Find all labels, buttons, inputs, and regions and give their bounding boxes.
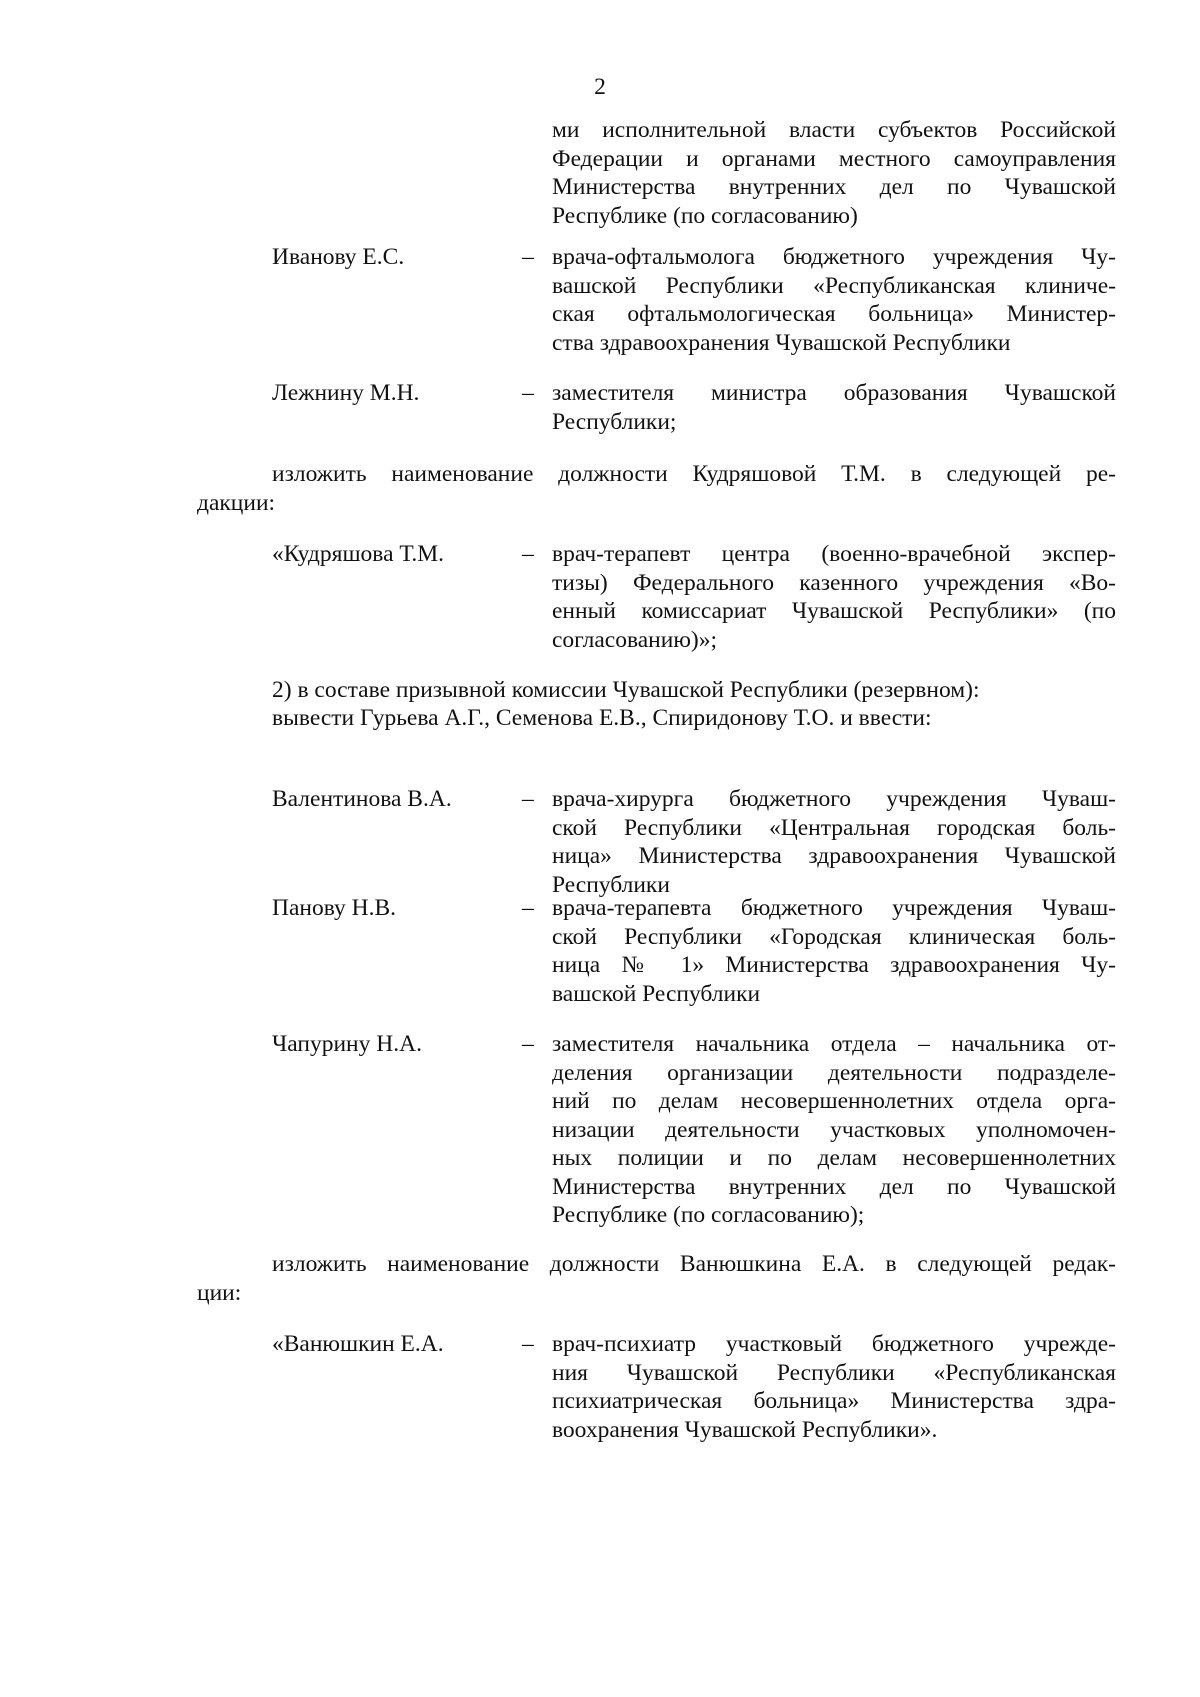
entry-name: Панову Н.В.: [272, 895, 397, 921]
section-2-heading: 2) в составе призывной комиссии Чувашской Республики (резервном):: [272, 677, 980, 703]
entry-line: врача-терапевта бюджетного учреждения Чуваш-: [552, 895, 1116, 921]
entry-dash: –: [522, 1031, 534, 1057]
entry-line: Республики;: [552, 408, 677, 435]
entry-description: [552, 894, 1116, 1008]
entry-line: ства здравоохранения Чувашской Республики: [552, 329, 1011, 356]
entry-vanyushkin: [272, 1330, 1116, 1444]
entry-line: вашской Республики «Республиканская клиниче-: [552, 272, 1116, 299]
entry-line: Республике (по согласованию);: [552, 1202, 865, 1228]
entry-panova: [272, 894, 1116, 1008]
entry-line: ница» Министерства здравоохранения Чувашской: [552, 843, 1116, 869]
entry-chapurina: [272, 1030, 1116, 1230]
entry-line: ской Республики «Центральная городская боль-: [552, 814, 1116, 841]
entry-dash: –: [522, 1331, 534, 1357]
entry-line: Республики: [552, 871, 670, 898]
entry-lezhnina: [272, 379, 1116, 436]
paragraph-kudryashova-intro: [197, 460, 1116, 517]
entry-line: ница № 1» Министерства здравоохранения Чу-: [552, 952, 1116, 978]
paragraph-line: ции:: [197, 1279, 242, 1306]
entry-name: Валентинова В.А.: [272, 786, 452, 812]
paragraph-line: изложить наименование должности Ванюшкина Е.А. в следующей редак-: [272, 1251, 1116, 1277]
entry-line: ных полиции и по делам несовершеннолетних: [552, 1145, 1116, 1171]
entry-name: Лежнину М.Н.: [272, 380, 420, 406]
paragraph-vanyushkin-intro: [197, 1250, 1116, 1307]
entry-dash: –: [522, 244, 534, 270]
entry-name: Чапурину Н.А.: [272, 1031, 422, 1057]
entry-description: [552, 1330, 1116, 1444]
entry-line: согласованию)»;: [552, 626, 717, 653]
entry-description: [552, 1030, 1116, 1230]
entry-line: заместителя министра образования Чувашской: [552, 380, 1116, 406]
entry-description: [552, 540, 1116, 654]
entry-kudryashova: [272, 540, 1116, 654]
continuation-text: [552, 116, 1116, 230]
entry-dash: –: [522, 541, 534, 567]
paragraph-line: изложить наименование должности Кудряшовой Т.М. в следующей ре-: [272, 461, 1116, 487]
entry-dash: –: [522, 786, 534, 812]
entry-dash: –: [522, 380, 534, 406]
section-2-instruction: вывести Гурьева А.Г., Семенова Е.В., Спиридонову Т.О. и ввести:: [272, 705, 932, 731]
entry-line: низации деятельности участковых уполномочен-: [552, 1116, 1116, 1143]
paragraph-line: дакции:: [197, 489, 276, 516]
entry-line: деления организации деятельности подразделе-: [552, 1059, 1116, 1086]
entry-description: [552, 785, 1116, 899]
continuation-line: Республике (по согласованию): [552, 202, 858, 229]
entry-name: Иванову Е.С.: [272, 244, 405, 270]
entry-line: Министерства внутренних дел по Чувашской: [552, 1173, 1116, 1200]
entry-ivanova: [272, 243, 1116, 357]
entry-line: врача-хирурга бюджетного учреждения Чуваш-: [552, 786, 1116, 812]
page-number: 2: [594, 74, 606, 100]
entry-line: заместителя начальника отдела – начальника от-: [552, 1031, 1116, 1057]
entry-line: ния Чувашской Республики «Республиканская: [552, 1359, 1116, 1386]
entry-line: врача-офтальмолога бюджетного учреждения Чу-: [552, 244, 1116, 270]
entry-name: «Кудряшова Т.М.: [272, 541, 445, 567]
entry-line: вашской Республики: [552, 980, 761, 1007]
entry-description: [552, 379, 1116, 436]
entry-description: [552, 243, 1116, 357]
entry-line: психиатрическая больница» Министерства здра-: [552, 1388, 1116, 1414]
continuation-line: Федерации и органами местного самоуправления: [552, 145, 1116, 172]
entry-name: «Ванюшкин Е.А.: [272, 1331, 444, 1357]
entry-line: врач-терапевт центра (военно-врачебной экспер-: [552, 541, 1116, 567]
entry-line: ний по делам несовершеннолетних отдела орга-: [552, 1088, 1116, 1114]
entry-dash: –: [522, 895, 534, 921]
continuation-line: ми исполнительной власти субъектов Российской: [552, 117, 1116, 143]
entry-line: тизы) Федерального казенного учреждения «Во-: [552, 569, 1116, 596]
continuation-line: Министерства внутренних дел по Чувашской: [552, 174, 1116, 200]
entry-line: ской Республики «Городская клиническая боль-: [552, 923, 1116, 950]
entry-line: енный комиссариат Чувашской Республики» (по: [552, 598, 1116, 624]
entry-line: ская офтальмологическая больница» Министер-: [552, 301, 1116, 327]
entry-valentinov: [272, 785, 1116, 899]
entry-line: воохранения Чувашской Республики».: [552, 1416, 938, 1443]
entry-line: врач-психиатр участковый бюджетного учрежде-: [552, 1331, 1116, 1357]
